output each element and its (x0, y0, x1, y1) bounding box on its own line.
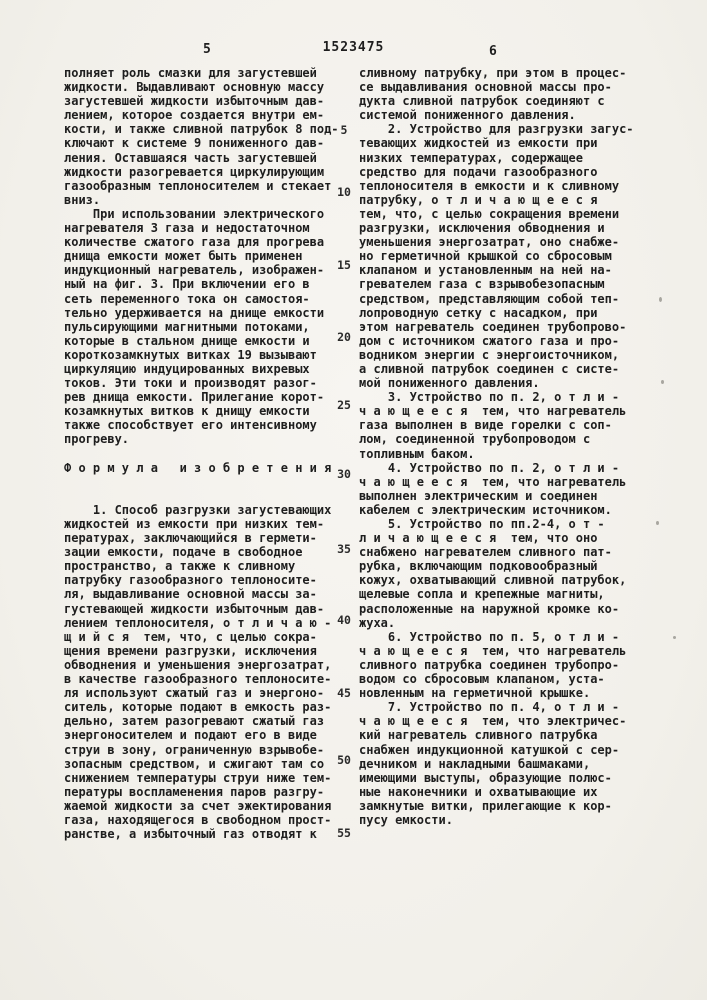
line-number-marker: 45 (337, 686, 351, 700)
scan-speck (661, 380, 664, 384)
left-text-column: полняет роль смазки для загустевшей жидкости. Выдавливают основную массу загустевшей жидкости избыточным дав- лением, которое создается внутри ем- кости, и также сливной патрубок 8 под- ключают к системе 9 пониженного дав- ления. Оставшаяся часть загустевшей жидкости разогревается циркулирующим газообразным теплоносителем и стекает вниз. При использовании электрического нагревателя 3 газа и недостаточном количестве сжатого газа для прогрева днища емкости может быть применен индукционный нагреватель, изображен- ный на фиг. 3. При включении его в сеть переменного тока он самостоя- тельно удерживается на днище емкости пульсирующими магнитными потоками, которые в стальном днище емкости и короткозамкнутых витках 19 вызывают циркуляцию индуцированных вихревых токов. Эти токи и производят разог- рев днища емкости. Прилегание корот- козамкнутых витков к днищу емкости также способствует его интенсивному прогреву. Ф о р м у л а и з о б р е т е н и я 1. Способ разгрузки загустевающих жидкостей из емкости при низких тем- пературах, заключающийся в гермети- зации емкости, подаче в свободное пространство, а также к сливному патрубку газообразного теплоносите- ля, выдавливание основной массы за- густевающей жидкости избыточным дав- лением теплоносителя, о т л и ч а ю - щ и й с я тем, что, с целью сокра- щения времени разгрузки, исключения обводнения и уменьшения энергозатрат, в качестве газообразного теплоносите- ля используют сжатый газ и энергоно- ситель, которые подают в емкость раз- дельно, затем разогревают сжатый газ энергоносителем и подают его в виде струи в зону, ограниченную взрывобе- зопасным средством, и сжигают там со снижением температуры струи ниже тем- пературы воспламенения паров разгру- жаемой жидкости за счет эжектирования газа, находящегося в свободном прост- ранстве, а избыточный газ отводят к (64, 66, 339, 842)
line-number-marker: 5 (340, 123, 348, 137)
scan-speck (656, 521, 659, 525)
scan-speck (659, 297, 662, 302)
right-text-column: сливному патрубку, при этом в процес- се выдавливания основной массы про- дукта сливной патрубок соединяют с системой пониженного давления. 2. Устройство для разгрузки загус- тевающих жидкостей из емкости при низких температурах, содержащее средство для подачи газообразного теплоносителя в емкости и к сливному патрубку, о т л и ч а ю щ е е с я тем, что, с целью сокращения времени разгрузки, исключения обводнения и уменьшения энергозатрат, оно снабже- но герметичной крышкой со сбросовым клапаном и установленным на ней на- гревателем газа с взрывобезопасным средством, представляющим собой теп- лопроводную сетку с насадком, при этом нагреватель соединен трубопрово- дом с источником сжатого газа и про- водником энергии с энергоисточником, а сливной патрубок соединен с систе- мой пониженного давления. 3. Устройство по п. 2, о т л и - ч а ю щ е е с я тем, что нагреватель газа выполнен в виде горелки с соп- лом, соединенной трубопроводом с топливным баком. 4. Устройство по п. 2, о т л и - ч а ю щ е е с я тем, что нагреватель выполнен электрическим и соединен кабелем с электрическим источником. 5. Устройство по пп.2-4, о т - л и ч а ю щ е е с я тем, что оно снабжено нагревателем сливного пат- рубка, включающим подковообразный кожух, охватывающий сливной патрубок, щелевые сопла и крепежные магниты, расположенные на наружной кромке ко- жуха. 6. Устройство по п. 5, о т л и - ч а ю щ е е с я тем, что нагреватель сливного патрубка соединен трубопро- водом со сбросовым клапаном, уста- новленным на герметичной крышке. 7. Устройство по п. 4, о т л и - ч а ю щ е е с я тем, что электричес- кий нагреватель сливного патрубка снабжен индукционной катушкой с сер- дечником и накладными башмаками, имеющими выступы, образующие полюс- ные наконечники и охватывающие их замкнутые витки, прилегающие к кор- пусу емкости. (359, 66, 634, 827)
line-number-marker: 15 (337, 258, 351, 272)
scan-speck (673, 636, 676, 639)
line-number-marker: 30 (337, 467, 351, 481)
right-column-page-number: 6 (489, 44, 497, 59)
line-number-marker: 25 (337, 398, 351, 412)
line-number-marker: 50 (337, 753, 351, 767)
left-column-page-number: 5 (203, 42, 211, 57)
line-number-marker: 20 (337, 330, 351, 344)
line-number-marker: 10 (337, 185, 351, 199)
line-number-marker: 55 (337, 826, 351, 840)
line-number-marker: 35 (337, 542, 351, 556)
line-number-marker: 40 (337, 613, 351, 627)
patent-number: 1523475 (322, 40, 385, 55)
